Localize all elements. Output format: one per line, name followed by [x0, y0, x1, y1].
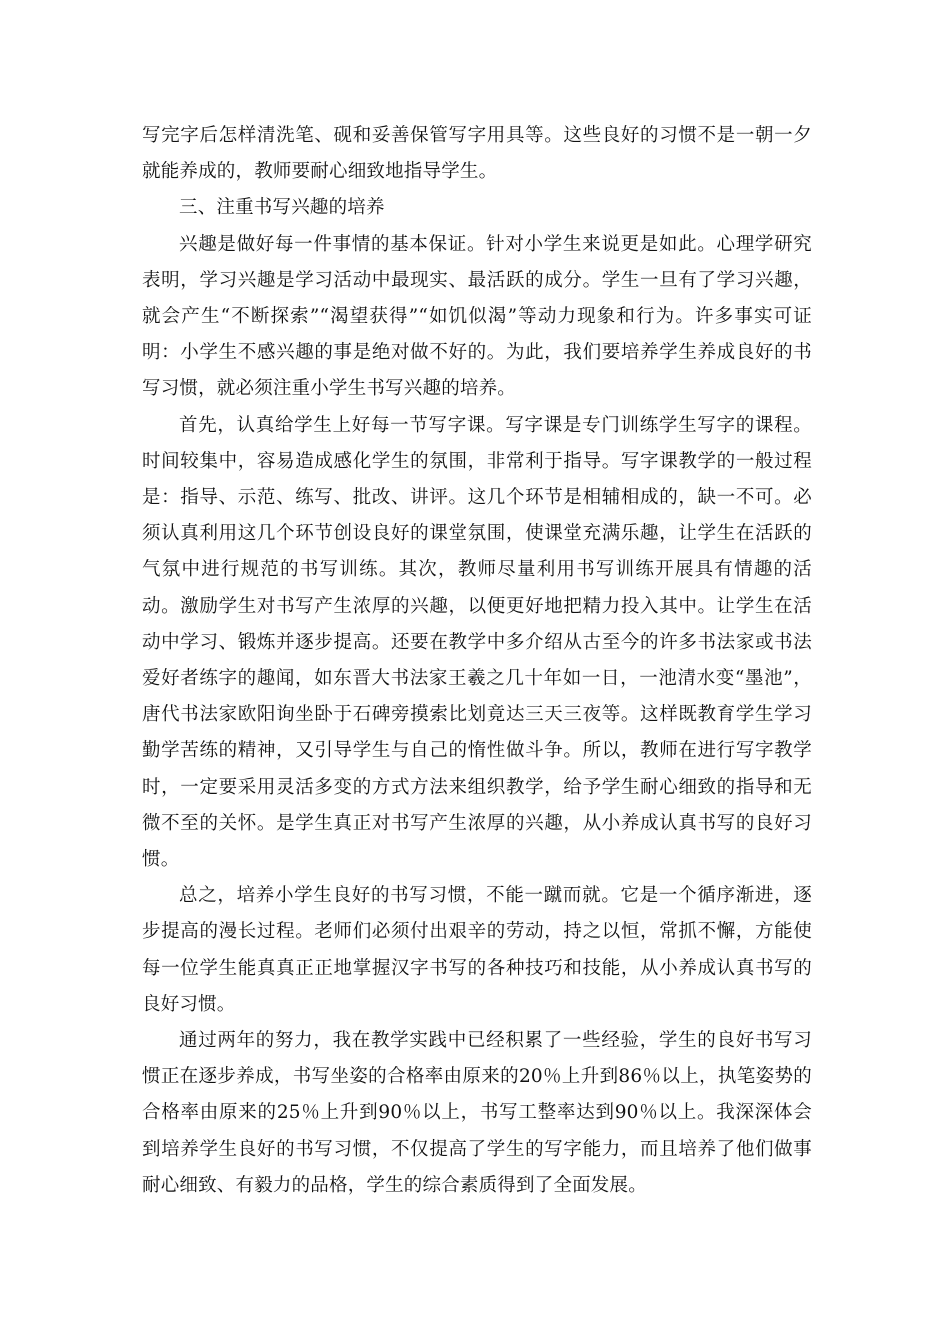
paragraph: 总之，培养小学生良好的书写习惯，不能一蹴而就。它是一个循序渐进，逐步提高的漫长过程。老师们必须付出艰辛的劳动，持之以恒，常抓不懈，方能使每一位学生能真真正正地掌握汉字书写的各种技巧和技能，从小养成认真书写的良好习惯。: [142, 885, 812, 1015]
paragraph: 首先，认真给学生上好每一节写字课。写字课是专门训练学生写字的课程。时间较集中，容易造成感化学生的氛围，非常利于指导。写字课教学的一般过程是：指导、示范、练写、批改、讲评。这几个环节是相辅相成的，缺一不可。必须认真利用这几个环节创设良好的课堂氛围，使课堂充满乐趣，让学生在活跃的气氛中进行规范的书写训练。其次，教师尽量利用书写训练开展具有情趣的活动。激励学生对书写产生浓厚的兴趣，以便更好地把精力投入其中。让学生在活动中学习、锻炼并逐步提高。还要在教学中多介绍从古至今的许多书法家或书法爱好者练字的趣闻，如东晋大书法家王羲之几十年如一日，一池清水变“墨池”，唐代书法家欧阳询坐卧于石碑旁摸索比划竟达三天三夜等。这样既教育学生学习勤学苦练的精神，又引导学生与自己的惰性做斗争。所以，教师在进行写字教学时，一定要采用灵活多变的方式方法来组织教学，给予学生耐心细致的指导和无微不至的关怀。是学生真正对书写产生浓厚的兴趣，从小养成认真书写的良好习惯。: [142, 414, 812, 871]
section-heading: 三、注重书写兴趣的培养: [179, 197, 385, 219]
paragraph: 通过两年的努力，我在教学实践中已经积累了一些经验，学生的良好书写习惯正在逐步养成，书写坐姿的合格率由原来的20％上升到86％以上，执笔姿势的合格率由原来的25％上升到90％以上，书写工整率达到90％以上。我深深体会到培养学生良好的书写习惯，不仅提高了学生的写字能力，而且培养了他们做事耐心细致、有毅力的品格，学生的综合素质得到了全面发展。: [142, 1030, 812, 1196]
paragraph: 兴趣是做好每一件事情的基本保证。针对小学生来说更是如此。心理学研究表明，学习兴趣是学习活动中最现实、最活跃的成分。学生一旦有了学习兴趣，就会产生“不断探索”“渴望获得”“如饥似渴”等动力现象和行为。许多事实可证明：小学生不感兴趣的事是绝对做不好的。为此，我们要培养学生养成良好的书写习惯，就必须注重小学生书写兴趣的培养。: [142, 233, 812, 400]
document-body: [142, 118, 812, 1204]
paragraph-continuation: 写完字后怎样清洗笔、砚和妥善保管写字用具等。这些良好的习惯不是一朝一夕就能养成的，教师要耐心细致地指导学生。: [142, 125, 812, 183]
